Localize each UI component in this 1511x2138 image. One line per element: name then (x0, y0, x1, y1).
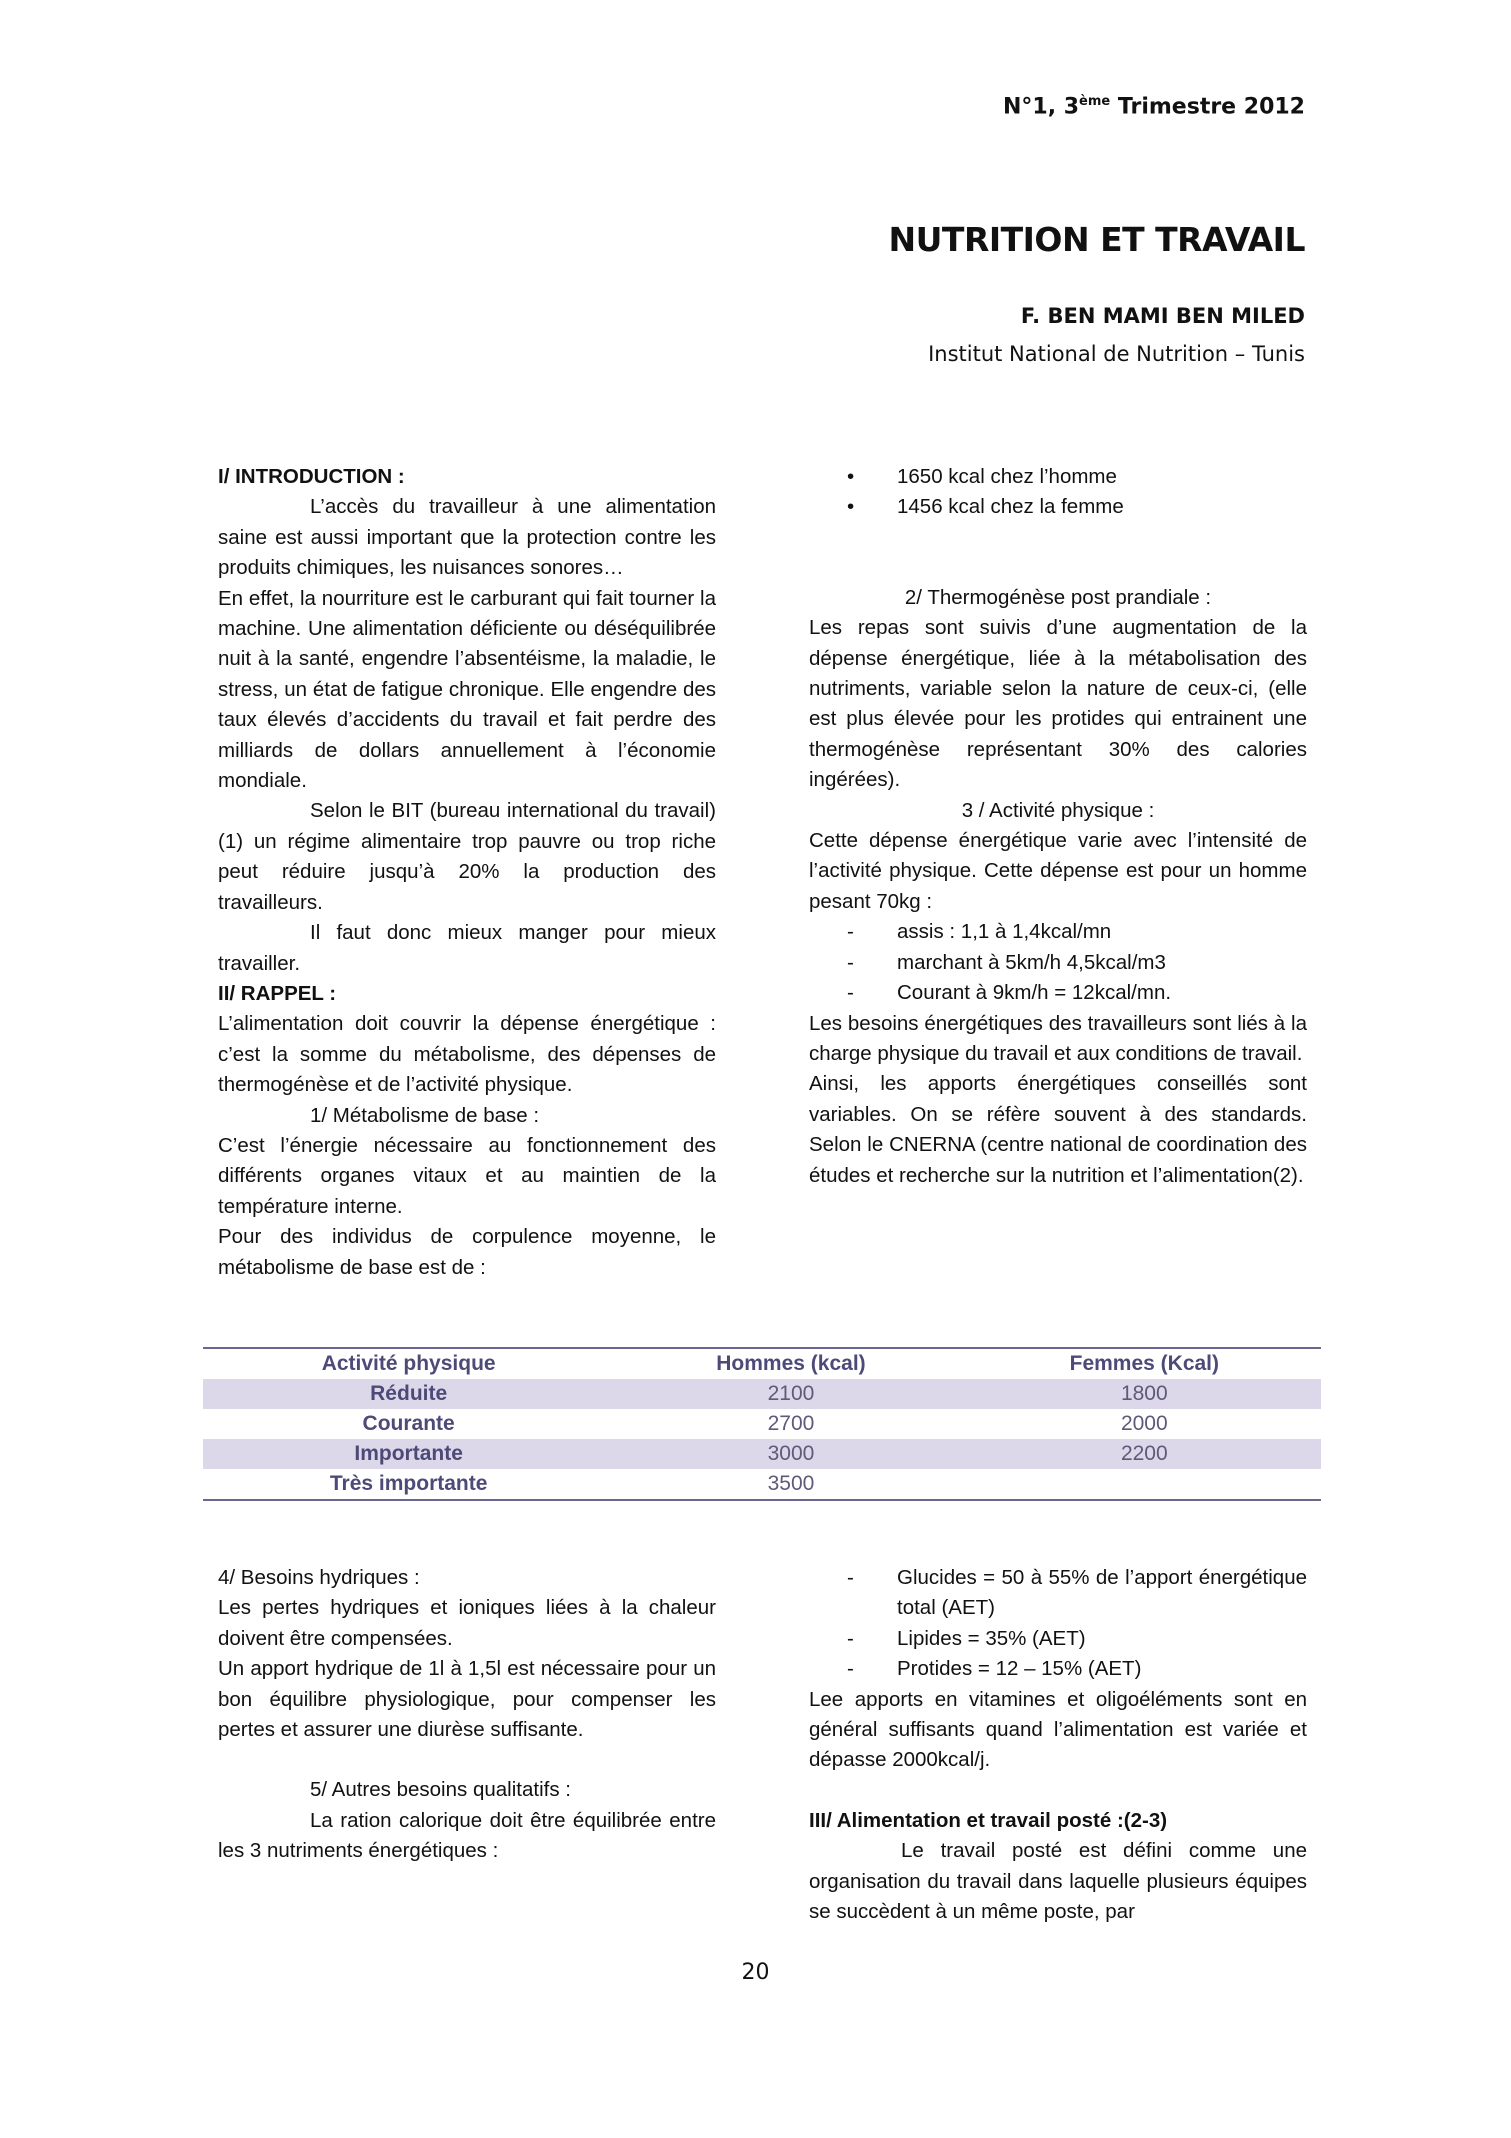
table-cell: 1800 (1120, 1382, 1168, 1405)
paragraph: Un apport hydrique de 1l à 1,5l est nécessaire pour un bon équilibre physiologique, pour compenser les pertes et assurer une diurèse suffisante. (218, 1657, 716, 1742)
table-row (203, 1409, 1321, 1439)
table-cell: Importante (354, 1442, 463, 1465)
left-column-bottom (218, 1563, 716, 1867)
list-item: - assis : 1,1 à 1,4kcal/mn (847, 920, 1112, 944)
table-cell: 2000 (1120, 1412, 1168, 1435)
table-cell: Réduite (370, 1382, 448, 1405)
section-heading-introduction: I/ INTRODUCTION : (218, 465, 405, 488)
table-header: Hommes (kcal) (614, 1348, 967, 1379)
left-column-top (218, 462, 716, 1283)
paragraph: Il faut donc mieux manger pour mieux travailler. (218, 921, 716, 975)
list-item: - marchant à 5km/h 4,5kcal/m3 (847, 950, 1166, 974)
list-item: • 1456 kcal chez la femme (847, 495, 1124, 519)
section-heading-rappel: II/ RAPPEL : (218, 981, 337, 1005)
right-column-bottom (809, 1563, 1307, 1927)
table-header: Femmes (Kcal) (968, 1348, 1321, 1379)
subheading-besoins-hydriques: 4/ Besoins hydriques : (218, 1566, 420, 1589)
paragraph: L’alimentation doit couvrir la dépense énergétique : c’est la somme du métabolisme, des dépenses de thermogénèse et de l’activité physique. (218, 1012, 716, 1097)
paragraph: L’accès du travailleur à une alimentation saine est aussi important que la protection contre les produits chimiques, les nuisances sonores… (218, 495, 716, 580)
table-cell: 3000 (767, 1442, 815, 1465)
table-row (203, 1439, 1321, 1469)
paragraph: En effet, la nourriture est le carburant qui fait tourner la machine. Une alimentation déficiente ou déséquilibrée nuit à la santé, engendre l’absentéisme, la maladie, le stress, un état de fatigue chronique. Elle engendre des taux élevés d’accidents du travail et fait perdre des milliards de dollars annuellement à l’économie mondiale. (218, 586, 716, 793)
paragraph: Selon le BIT (bureau international du travail) (1) un régime alimentaire trop pauvre ou trop riche peut réduire jusqu’à 20% la production des travailleurs. (218, 799, 716, 914)
paragraph: C’est l’énergie nécessaire au fonctionnement des différents organes vitaux et au maintien de la température interne. (218, 1133, 716, 1218)
table-cell: 2100 (767, 1382, 815, 1405)
paragraph: Les repas sont suivis d’une augmentation de la dépense énergétique, liée à la métabolisation des nutriments, variable selon la nature de ceux-ci, (elle est plus élevée pour les protides qui entrainent une thermogénèse représentant 30% des calories ingérées). (809, 616, 1307, 792)
paragraph: Le travail posté est défini comme une organisation du travail dans laquelle plusieurs équipes se succèdent à un même poste, par (809, 1839, 1307, 1924)
paragraph: Pour des individus de corpulence moyenne, le métabolisme de base est de : (218, 1225, 716, 1279)
list-item: - Courant à 9km/h = 12kcal/mn. (847, 981, 1172, 1005)
table-cell: 2200 (1120, 1442, 1168, 1465)
institution: Institut National de Nutrition – Tunis (928, 342, 1305, 366)
energy-needs-table (203, 1347, 1321, 1501)
table-row (203, 1379, 1321, 1409)
list-item: - Lipides = 35% (AET) (847, 1626, 1086, 1650)
paragraph: Les pertes hydriques et ioniques liées à la chaleur doivent être compensées. (218, 1596, 716, 1650)
author: F. BEN MAMI BEN MILED (1020, 304, 1305, 328)
page-number: 20 (741, 1960, 770, 1985)
paragraph: Les besoins énergétiques des travailleurs sont liés à la charge physique du travail et aux conditions de travail. (809, 1011, 1307, 1065)
subheading-metabolisme: 1/ Métabolisme de base : (310, 1103, 540, 1127)
right-column-top (809, 462, 1307, 1191)
subheading-besoins-qualitatifs: 5/ Autres besoins qualitatifs : (310, 1778, 571, 1802)
table-header-row (203, 1348, 1321, 1379)
table-header: Activité physique (203, 1348, 614, 1379)
paragraph: Ainsi, les apports énergétiques conseillés sont variables. On se réfère souvent à des standards. Selon le CNERNA (centre national de coordination des études et recherche sur la nutrition et l’alimentation(2). (809, 1072, 1307, 1187)
subheading-activite: 3 / Activité physique : (961, 798, 1155, 822)
table-cell: 3500 (614, 1469, 967, 1500)
table-row (203, 1469, 1321, 1500)
section-heading-travail-poste: III/ Alimentation et travail posté :(2-3) (809, 1808, 1168, 1832)
table-cell: Très importante (203, 1469, 614, 1500)
article-title: NUTRITION ET TRAVAIL (888, 220, 1305, 259)
list-item: • 1650 kcal chez l’homme (847, 465, 1117, 488)
table-cell (968, 1469, 1321, 1500)
paragraph: La ration calorique doit être équilibrée entre les 3 nutriments énergétiques : (218, 1808, 716, 1863)
list-item: - Glucides = 50 à 55% de l’apport énergétique total (AET) (847, 1566, 1307, 1620)
paragraph: Lee apports en vitamines et oligoéléments sont en général suffisants quand l’alimentation est variée et dépasse 2000kcal/j. (809, 1687, 1307, 1772)
table-cell: Courante (362, 1412, 455, 1435)
paragraph: Cette dépense énergétique varie avec l’intensité de l’activité physique. Cette dépense est pour un homme pesant 70kg : (809, 829, 1307, 913)
issue-header: N°1, 3ème Trimestre 2012 (1003, 94, 1305, 120)
table-cell: 2700 (767, 1412, 815, 1435)
subheading-thermogenese: 2/ Thermogénèse post prandiale : (904, 585, 1212, 609)
list-item: - Protides = 12 – 15% (AET) (847, 1657, 1142, 1681)
